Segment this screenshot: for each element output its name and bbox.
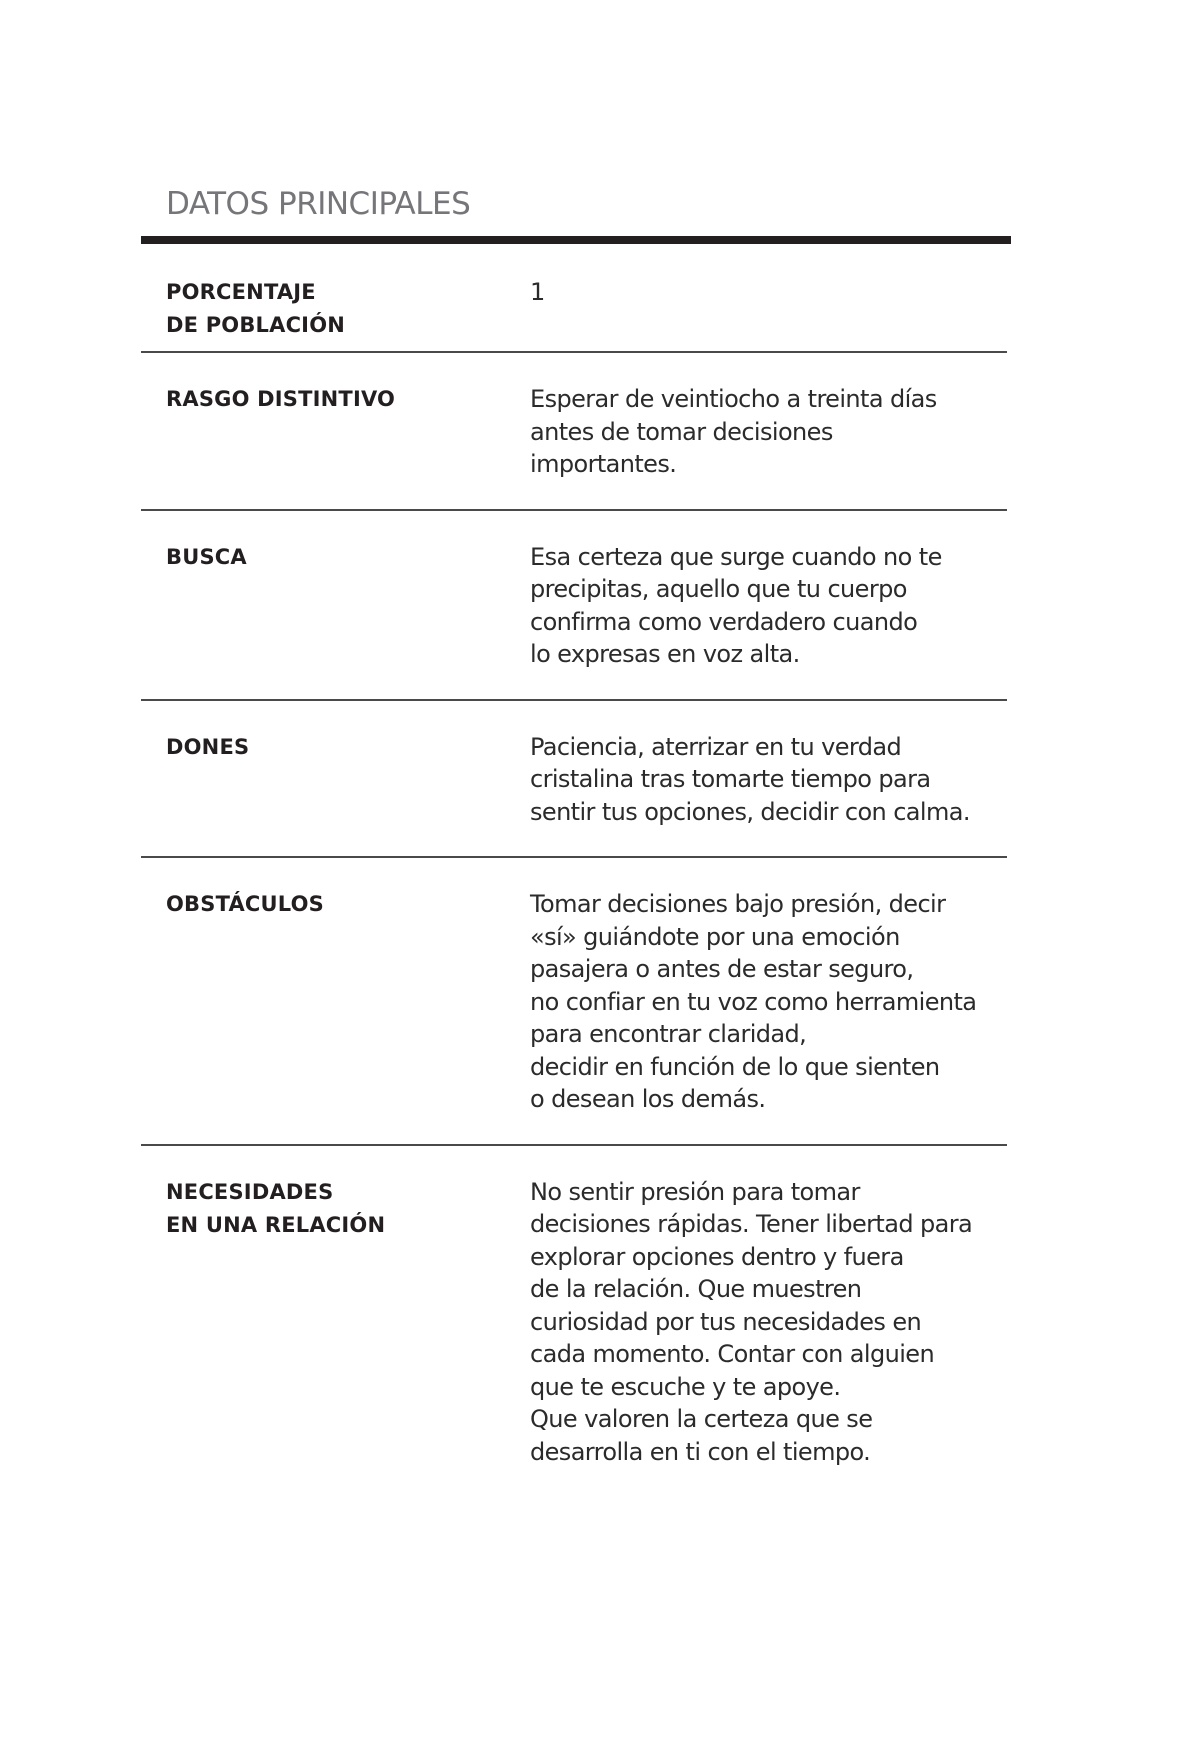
value-line: 1	[530, 278, 545, 306]
label-line: PORCENTAJE	[166, 280, 316, 304]
row-value	[530, 701, 1007, 857]
value-line: explorar opciones dentro y fuera	[530, 1242, 904, 1271]
value-line: precipitas, aquello que tu cuerpo	[530, 575, 907, 603]
data-table	[141, 244, 1007, 1496]
table-row-porcentaje	[141, 244, 1007, 353]
section-title: DATOS PRINCIPALES	[166, 186, 471, 222]
value-line: desarrolla en ti con el tiempo.	[530, 1437, 871, 1466]
value-line: Esa certeza que surge cuando no te	[530, 542, 942, 571]
value-line: No sentir presión para tomar	[530, 1177, 860, 1206]
value-line: «sí» guiándote por una emoción	[530, 922, 900, 951]
row-value	[530, 244, 1007, 337]
table-row-dones	[141, 701, 1007, 859]
label-line: DONES	[166, 734, 250, 759]
value-line: lo expresas en voz alta.	[530, 640, 800, 668]
row-value	[530, 858, 1007, 1144]
value-line: confirma como verdadero cuando	[530, 607, 918, 636]
value-line: no confiar en tu voz como herramienta	[530, 987, 977, 1016]
title-divider	[141, 236, 1011, 244]
value-line: importantes.	[530, 450, 677, 478]
value-line: que te escuche y te apoye.	[530, 1372, 841, 1401]
label-line: RASGO DISTINTIVO	[166, 387, 396, 411]
label-line: NECESIDADES	[166, 1179, 334, 1204]
row-label	[166, 1176, 496, 1242]
value-line: antes de tomar decisiones	[530, 417, 833, 446]
row-label	[166, 383, 496, 416]
value-line: pasajera o antes de estar seguro,	[530, 955, 914, 983]
table-row-busca	[141, 511, 1007, 701]
value-line: sentir tus opciones, decidir con calma.	[530, 797, 970, 826]
row-value	[530, 1146, 1007, 1497]
value-line: Tomar decisiones bajo presión, decir	[530, 890, 946, 918]
value-line: Que valoren la certeza que se	[530, 1405, 873, 1433]
label-line: EN UNA RELACIÓN	[166, 1212, 386, 1237]
table-row-necesidades	[141, 1146, 1007, 1497]
row-label	[166, 731, 496, 764]
value-line: cada momento. Contar con alguien	[530, 1340, 935, 1368]
label-line: OBSTÁCULOS	[166, 892, 325, 916]
value-line: decidir en función de lo que sienten	[530, 1052, 940, 1081]
value-line: decisiones rápidas. Tener libertad para	[530, 1210, 973, 1238]
value-line: Paciencia, aterrizar en tu verdad	[530, 732, 902, 761]
value-line: cristalina tras tomarte tiempo para	[530, 765, 931, 793]
row-value	[530, 353, 1007, 509]
value-line: curiosidad por tus necesidades en	[530, 1307, 922, 1336]
value-line: de la relación. Que muestren	[530, 1275, 862, 1303]
value-line: o desean los demás.	[530, 1085, 766, 1113]
label-line: DE POBLACIÓN	[166, 313, 346, 337]
row-label	[166, 276, 496, 342]
value-line: para encontrar claridad,	[530, 1020, 807, 1048]
table-row-obstaculos	[141, 858, 1007, 1146]
row-label	[166, 541, 496, 574]
value-line: Esperar de veintiocho a treinta días	[530, 385, 937, 413]
row-value	[530, 511, 1007, 699]
table-row-rasgo-distintivo	[141, 353, 1007, 511]
row-label	[166, 888, 496, 921]
label-line: BUSCA	[166, 544, 247, 569]
